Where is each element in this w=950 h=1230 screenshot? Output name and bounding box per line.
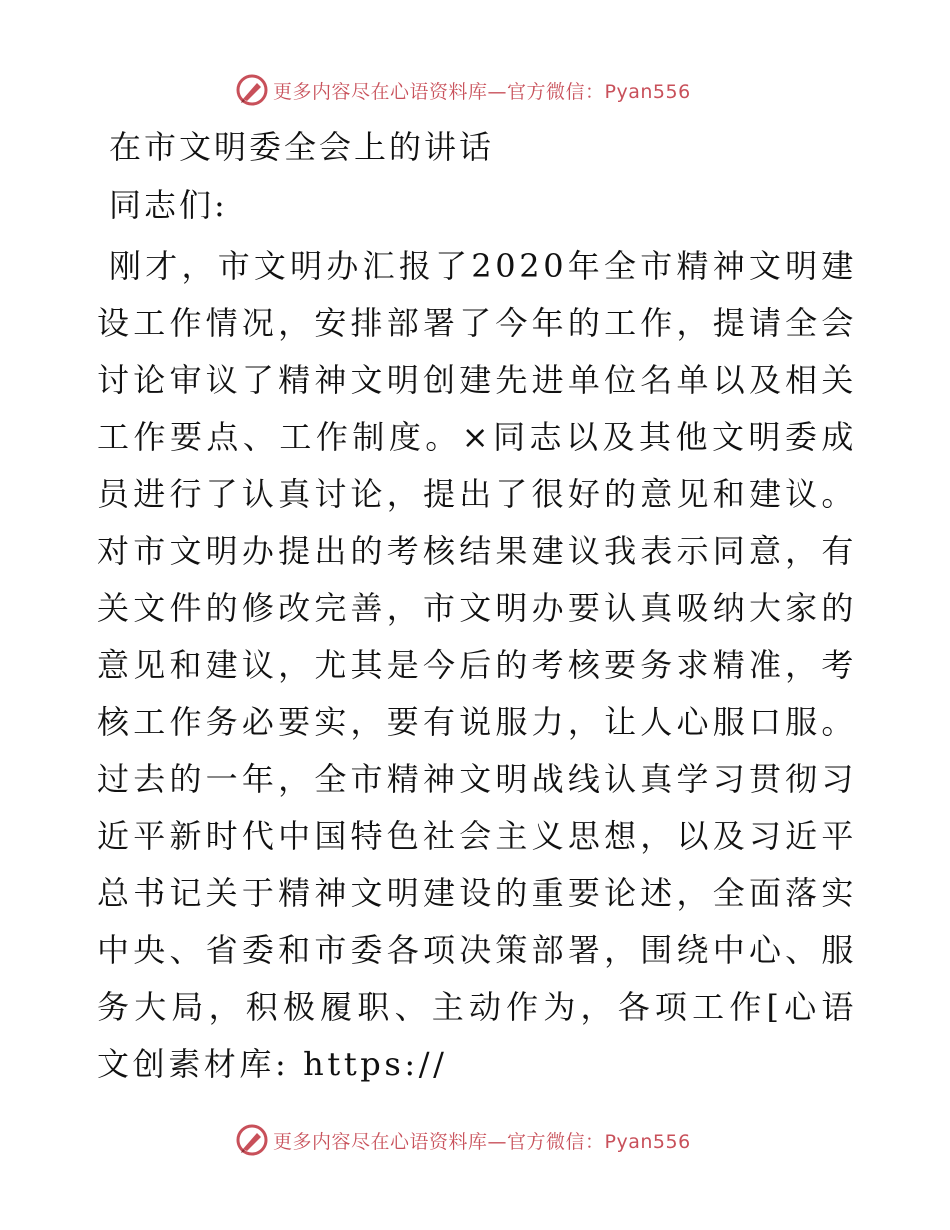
document-body bbox=[97, 122, 857, 1093]
footer-banner bbox=[235, 1122, 691, 1158]
footer-banner-text: 更多内容尽在心语资料库—官方微信：Pyan556 bbox=[273, 1130, 691, 1153]
greeting: 同志们: bbox=[109, 186, 228, 224]
header-banner-text: 更多内容尽在心语资料库—官方微信：Pyan556 bbox=[273, 80, 691, 103]
document-title: 在市文明委全会上的讲话 bbox=[109, 128, 495, 166]
pen-logo-icon bbox=[235, 1123, 269, 1157]
pen-logo-icon bbox=[235, 73, 269, 107]
body-paragraph: 刚才，市文明办汇报了2020年全市精神文明建设工作情况，安排部署了今年的工作，提请全会讨论审议了精神文明创建先进单位名单以及相关工作要点、工作制度。×同志以及其他文明委成员进行了认真讨论，提出了很好的意见和建议。对市文明办提出的考核结果建议我表示同意，有关文件的修改完善，市文明办要认真吸纳大家的意见和建议，尤其是今后的考核要务求精准，考核工作务必要实，要有说服力，让人心服口服。过去的一年，全市精神文明战线认真学习贯彻习近平新时代中国特色社会主义思想，以及习近平总书记关于精神文明建设的重要论述，全面落实中央、省委和市委各项决策部署，围绕中心、服务大局，积极履职、主动作为，各项工作[心语文创素材库: https:// bbox=[97, 247, 857, 1083]
header-banner bbox=[235, 72, 691, 108]
